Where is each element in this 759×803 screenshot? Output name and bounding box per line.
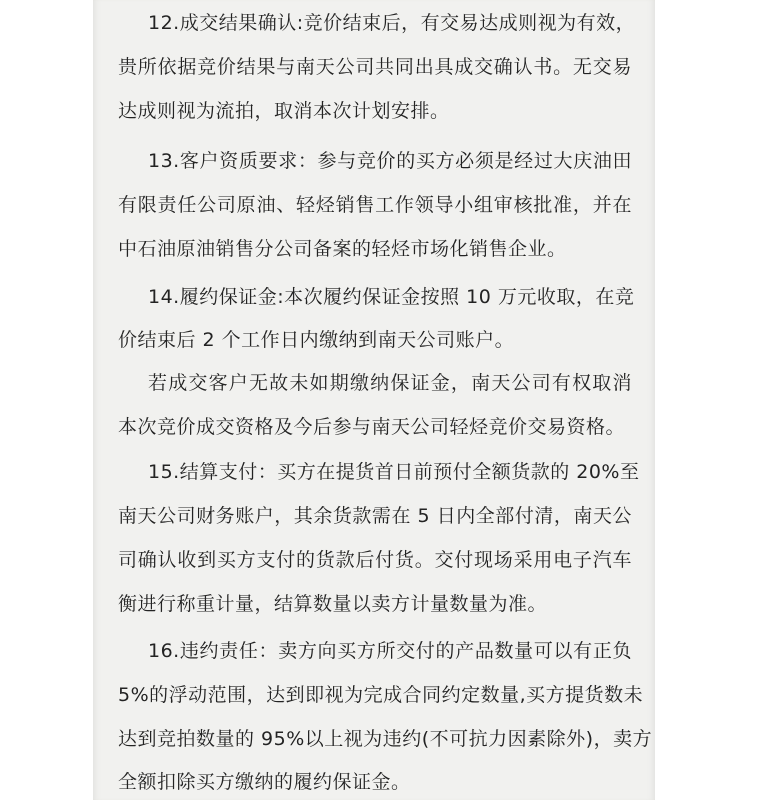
clause-15-line-1: 15.结算支付：买方在提货首日前预付全额货款的 20%至 bbox=[148, 461, 640, 483]
clause-12-line-3: 达成则视为流拍，取消本次计划安排。 bbox=[118, 100, 450, 122]
clause-14-line-2: 价结束后 2 个工作日内缴纳到南天公司账户。 bbox=[118, 329, 515, 351]
deposit-paragraph-line-1: 若成交客户无故未如期缴纳保证金，南天公司有权取消 bbox=[148, 372, 632, 394]
clause-12-line-1: 12.成交结果确认:竞价结束后，有交易达成则视为有效， bbox=[148, 12, 636, 34]
clause-13-line-3: 中石油原油销售分公司备案的轻烃市场化销售企业。 bbox=[118, 238, 567, 260]
clause-13-line-2: 有限责任公司原油、轻烃销售工作领导小组审核批准，并在 bbox=[118, 194, 632, 216]
deposit-paragraph-line-2: 本次竞价成交资格及今后参与南天公司轻烃竞价交易资格。 bbox=[118, 416, 626, 438]
clause-16-line-1: 16.违约责任：卖方向买方所交付的产品数量可以有正负 bbox=[148, 640, 632, 662]
clause-15-line-4: 衡进行称重计量，结算数量以卖方计量数量为准。 bbox=[118, 593, 548, 615]
clause-16-line-2: 5%的浮动范围，达到即视为完成合同约定数量,买方提货数未 bbox=[118, 684, 644, 706]
clause-13-line-1: 13.客户资质要求：参与竞价的买方必须是经过大庆油田 bbox=[148, 150, 632, 172]
clause-16-line-3: 达到竞拍数量的 95%以上视为违约(不可抗力因素除外)，卖方 bbox=[118, 728, 653, 750]
clause-14-line-1: 14.履约保证金:本次履约保证金按照 10 万元收取，在竞 bbox=[148, 286, 635, 308]
clause-15-line-3: 司确认收到买方支付的货款后付货。交付现场采用电子汽车 bbox=[118, 549, 632, 571]
clause-12-line-2: 贵所依据竞价结果与南天公司共同出具成交确认书。无交易 bbox=[118, 56, 632, 78]
clause-15-line-2: 南天公司财务账户，其余货款需在 5 日内全部付清，南天公 bbox=[118, 505, 632, 527]
clause-16-line-4: 全额扣除买方缴纳的履约保证金。 bbox=[118, 771, 411, 793]
